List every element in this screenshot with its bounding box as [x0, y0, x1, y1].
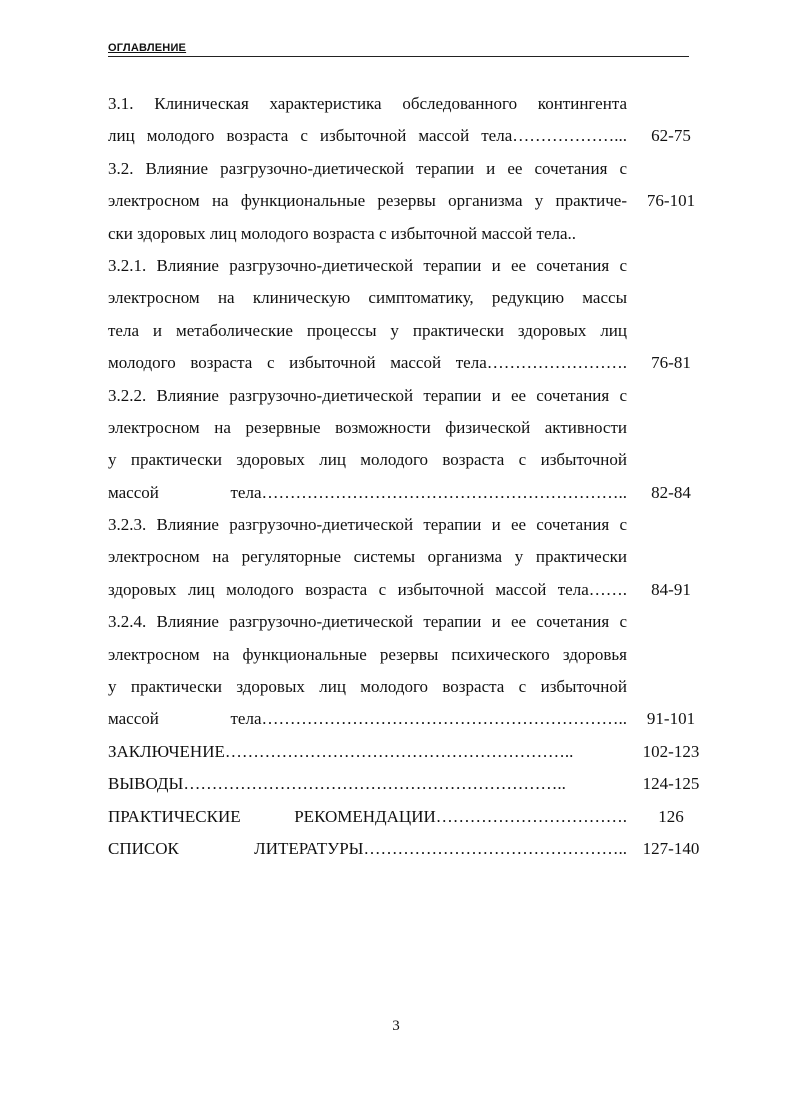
toc-line: [108, 444, 708, 476]
toc-line: [108, 153, 708, 185]
table-of-contents: [108, 88, 708, 865]
toc-line-text: 3.2.1. Влияние разгрузочно-диетической терапии и ее сочетания с: [108, 255, 627, 275]
toc-line-text: у практически здоровых лиц молодого возраста с избыточной: [108, 677, 627, 697]
toc-entry: [108, 768, 708, 800]
toc-entry: [108, 606, 708, 736]
toc-line-text: электросном на функциональные резервы организма у практиче-: [108, 191, 627, 211]
toc-line: [108, 347, 708, 379]
toc-line-text: массой тела………………………………………………………..: [108, 482, 627, 502]
toc-line-text: 3.1. Клиническая характеристика обследованного контингента: [108, 94, 627, 113]
toc-line: [108, 477, 708, 509]
toc-line-text: лиц молодого возраста с избыточной массой тела………………...: [108, 126, 627, 146]
toc-line: [108, 120, 708, 152]
toc-line: [108, 509, 708, 541]
toc-entry: [108, 88, 708, 153]
toc-line-text: 3.2.4. Влияние разгрузочно-диетической терапии и ее сочетания с: [108, 612, 627, 632]
toc-line: [108, 703, 708, 735]
toc-line: [108, 315, 708, 347]
toc-line-text: массой тела………………………………………………………..: [108, 709, 627, 729]
toc-line-text: тела и метаболические процессы у практически здоровых лиц: [108, 320, 627, 340]
toc-page-range: 76-81: [651, 353, 691, 373]
toc-line-text: у практически здоровых лиц молодого возраста с избыточной: [108, 450, 627, 470]
toc-line-text: ски здоровых лиц молодого возраста с избыточной массой тела..: [108, 223, 577, 243]
toc-page-range: 76-101: [646, 191, 696, 211]
toc-line: [108, 574, 708, 606]
toc-page-range: 82-84: [651, 482, 691, 502]
toc-page-range: 127-140: [642, 838, 700, 858]
toc-line-text: 3.2.3. Влияние разгрузочно-диетической терапии и ее сочетания с: [108, 515, 627, 535]
toc-page-range: 102-123: [642, 741, 700, 761]
toc-line: [108, 768, 708, 800]
toc-line-text: электросном на регуляторные системы организма у практически: [108, 547, 627, 567]
toc-page-range: 62-75: [651, 126, 691, 146]
toc-line: [108, 282, 708, 314]
toc-entry: [108, 250, 708, 380]
toc-entry: [108, 509, 708, 606]
toc-line: [108, 606, 708, 638]
toc-line: [108, 736, 708, 768]
toc-line: [108, 412, 708, 444]
toc-line: [108, 218, 708, 250]
toc-entry: [108, 801, 708, 833]
toc-line: [108, 801, 708, 833]
toc-line-text: ЗАКЛЮЧЕНИЕ……………………………………………………..: [108, 741, 574, 761]
toc-line: [108, 639, 708, 671]
header-title: ОГЛАВЛЕНИЕ: [108, 42, 187, 54]
toc-line-text: СПИСОК ЛИТЕРАТУРЫ………………………………………..: [108, 838, 627, 858]
toc-line-text: здоровых лиц молодого возраста с избыточной массой тела…….: [108, 579, 627, 599]
toc-entry: [108, 833, 708, 865]
toc-page-range: 84-91: [651, 579, 691, 599]
toc-line: [108, 833, 708, 865]
toc-entry: [108, 380, 708, 510]
toc-entry: [108, 153, 708, 250]
toc-line-text: электросном на клиническую симптоматику, редукцию массы: [108, 288, 627, 308]
page-number: 3: [392, 1018, 400, 1034]
toc-page-range: 126: [658, 806, 684, 826]
toc-page-range: 91-101: [646, 709, 696, 729]
toc-line: [108, 380, 708, 412]
toc-line: [108, 250, 708, 282]
toc-line-text: 3.2.2. Влияние разгрузочно-диетической терапии и ее сочетания с: [108, 385, 627, 405]
toc-line: [108, 185, 708, 217]
toc-line-text: электросном на функциональные резервы психического здоровья: [108, 644, 627, 664]
toc-line: [108, 88, 708, 120]
toc-line: [108, 541, 708, 573]
toc-line-text: молодого возраста с избыточной массой тела…………………….: [108, 353, 627, 373]
toc-page-range: 124-125: [642, 774, 700, 794]
toc-line-text: электросном на резервные возможности физической активности: [108, 417, 627, 437]
toc-line: [108, 671, 708, 703]
page-header: [108, 38, 689, 57]
toc-entry: [108, 736, 708, 768]
toc-line-text: ПРАКТИЧЕСКИЕ РЕКОМЕНДАЦИИ…………………………….: [108, 806, 627, 826]
toc-line-text: ВЫВОДЫ…………………………………………………………..: [108, 774, 566, 794]
toc-line-text: 3.2. Влияние разгрузочно-диетической терапии и ее сочетания с: [108, 158, 627, 178]
